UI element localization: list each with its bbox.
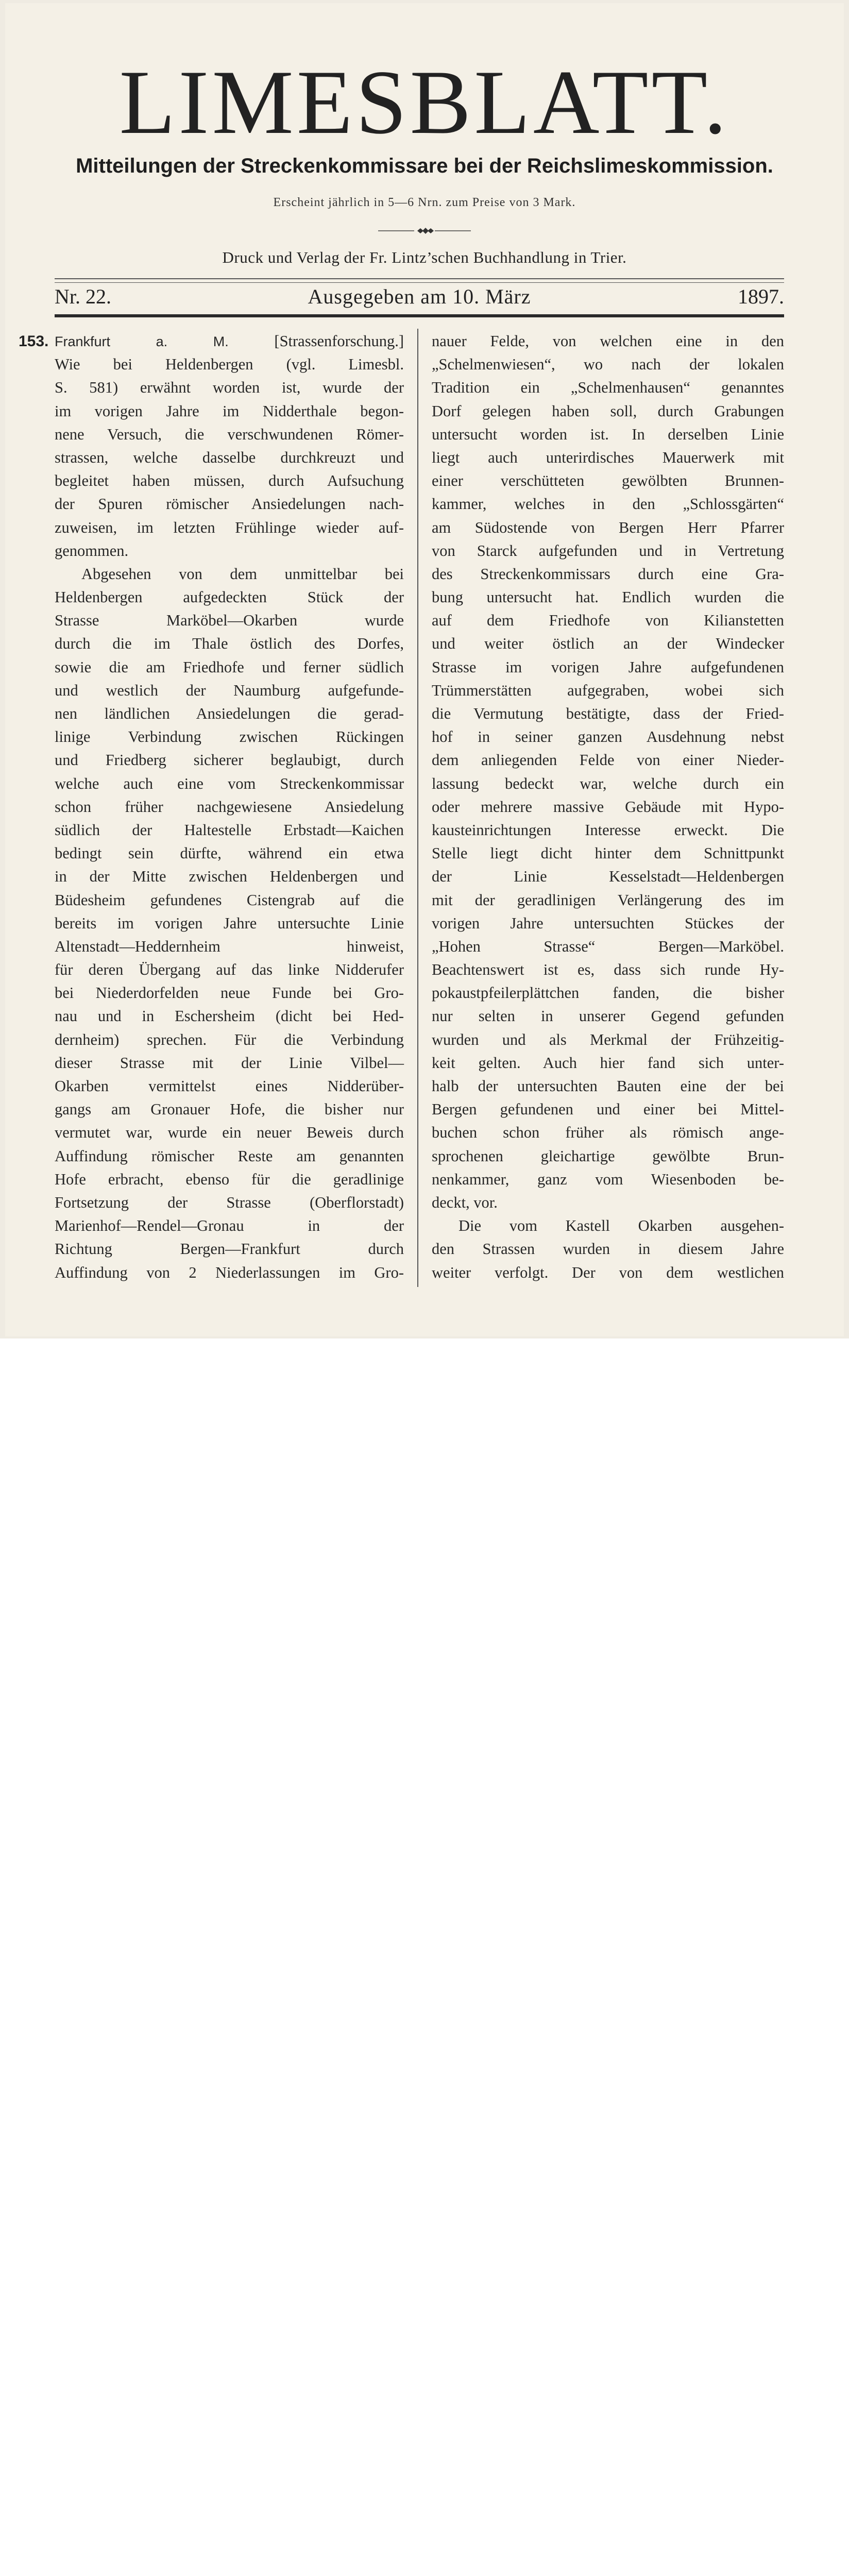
- text-line: buchen schon früher als römisch ange-: [432, 1124, 784, 1142]
- text-line: und Friedberg sicherer beglaubigt, durch: [55, 751, 404, 769]
- text-line: durch die im Thale östlich des Dorfes,: [55, 635, 404, 653]
- text-line: strassen, welche dasselbe durchkreuzt und: [55, 448, 404, 466]
- text-line: nene Versuch, die verschwundenen Römer-: [55, 425, 404, 443]
- text-line: Altenstadt—Heddernheim hinweist,: [55, 937, 404, 955]
- text-line: Tradition ein „Schelmenhausen“ genanntes: [432, 379, 784, 397]
- text-line: lassung bedeckt war, welche durch ein: [432, 774, 784, 792]
- text-line: Beachtenswert ist es, dass sich runde Hy-: [432, 961, 784, 979]
- text-line: Heldenbergen aufgedeckten Stück der: [55, 588, 404, 606]
- text-line: nur selten in unserer Gegend gefunden: [432, 1007, 784, 1025]
- text-line: südlich der Haltestelle Erbstadt—Kaichen: [55, 821, 404, 839]
- topic-label: [Strassenforschung.]: [274, 332, 404, 350]
- text-line: Abgesehen von dem unmittelbar bei: [81, 565, 404, 583]
- viewer-footer: [0, 1338, 849, 1401]
- text-line: oder mehrere massive Gebäude mit Hypo-: [432, 798, 784, 816]
- text-line: dieser Strasse mit der Linie Vilbel—: [55, 1054, 404, 1072]
- text-line: kammer, welches in den „Schlossgärten“: [432, 495, 784, 513]
- issue-year: 1897.: [738, 285, 784, 308]
- place-name: Frankfurt a. M.: [55, 334, 275, 349]
- issue-number: Nr. 22.: [55, 285, 111, 308]
- text-line: der Spuren römischer Ansiedelungen nach-: [55, 495, 404, 513]
- text-line: Bergen gefundenen und einer bei Mittel-: [432, 1100, 784, 1118]
- text-line: Büdesheim gefundenes Cistengrab auf die: [55, 891, 404, 909]
- text-line: Hofe erbracht, ebenso für die geradlinige: [55, 1170, 404, 1188]
- text-line: mit der geradlinigen Verlängerung des im: [432, 891, 784, 909]
- text-line: hof in seiner ganzen Ausdehnung nebst: [432, 728, 784, 746]
- text-line: für deren Übergang auf das linke Nidderufer: [55, 961, 404, 979]
- text-line: „Schelmenwiesen“, wo nach der lokalen: [432, 355, 784, 374]
- text-line: auf dem Friedhofe von Kilianstetten: [432, 612, 784, 630]
- text-line: untersucht worden ist. In derselben Linie: [432, 425, 784, 443]
- text-line: Okarben vermittelst eines Nidderüber-: [55, 1077, 404, 1095]
- text-line: vorigen Jahre untersuchten Stückes der: [432, 914, 784, 932]
- text-line: nau und in Eschersheim (dicht bei Hed-: [55, 1007, 404, 1025]
- column-divider: [417, 329, 418, 1287]
- text-line: den Strassen wurden in diesem Jahre: [432, 1240, 784, 1258]
- printer-line: Druck und Verlag der Fr. Lintz’schen Buchhandlung in Trier.: [222, 248, 627, 266]
- text-line: die Vermutung bestätigte, dass der Fried-: [432, 705, 784, 722]
- text-line: bung untersucht hat. Endlich wurden die: [432, 588, 784, 606]
- text-line: kausteinrichtungen Interesse erweckt. Die: [432, 821, 784, 839]
- text-line: Richtung Bergen—Frankfurt durch: [55, 1240, 404, 1258]
- header-rule: [55, 278, 784, 283]
- publication-note: Erscheint jährlich in 5—6 Nrn. zum Preise von 3 Mark.: [273, 196, 576, 209]
- text-line: sprochenen gleichartige gewölbte Brun-: [432, 1147, 784, 1165]
- text-line: S. 581) erwähnt worden ist, wurde der: [55, 379, 404, 397]
- entry-number: 153.: [19, 333, 49, 350]
- text-line: bei Niederdorfelden neue Funde bei Gro-: [55, 984, 404, 1002]
- text-line: und westlich der Naumburg aufgefunde-: [55, 681, 404, 699]
- text-column-left: [55, 330, 404, 1284]
- text-line: Die vom Kastell Okarben ausgehen-: [459, 1217, 784, 1235]
- text-line: dernheim) sprechen. Für die Verbindung: [55, 1030, 404, 1048]
- text-line: Auffindung von 2 Niederlassungen im Gro-: [55, 1263, 404, 1281]
- text-line: „Hohen Strasse“ Bergen—Marköbel.: [432, 937, 784, 955]
- text-line: nen ländlichen Ansiedelungen die gerad-: [55, 705, 404, 722]
- text-line: am Südostende von Bergen Herr Pfarrer: [432, 518, 784, 536]
- text-line: Wie bei Heldenbergen (vgl. Limesbl.: [55, 355, 404, 374]
- text-line: vermutet war, wurde ein neuer Beweis durch: [55, 1124, 404, 1142]
- text-line: zuweisen, im letzten Frühlinge wieder auf-: [55, 518, 404, 536]
- text-line: gangs am Gronauer Hofe, die bisher nur: [55, 1100, 404, 1118]
- text-line: wurden und als Merkmal der Frühzeitig-: [432, 1030, 784, 1048]
- text-line: Dorf gelegen haben soll, durch Grabungen: [432, 402, 784, 420]
- text-line: liegt auch unterirdisches Mauerwerk mit: [432, 448, 784, 466]
- text-line: nenkammer, ganz vom Wiesenboden be-: [432, 1170, 784, 1188]
- text-line: Auffindung römischer Reste am genannten: [55, 1147, 404, 1165]
- text-line: dem anliegenden Felde von einer Nieder-: [432, 751, 784, 769]
- text-line: der Linie Kesselstadt—Heldenbergen: [432, 868, 784, 886]
- text-line: pokaustpfeilerplättchen fanden, die bisher: [432, 984, 784, 1002]
- text-line: von Starck aufgefunden und in Vertretung: [432, 541, 784, 560]
- text-line: weiter verfolgt. Der von dem westlichen: [432, 1263, 784, 1281]
- text-line: linige Verbindung zwischen Rückingen: [55, 728, 404, 746]
- text-line: begleitet haben müssen, durch Aufsuchung: [55, 472, 404, 490]
- text-line: Stelle liegt dicht hinter dem Schnittpunkt: [432, 844, 784, 862]
- diamond-ornament-icon: [378, 227, 471, 235]
- text-line: sowie die am Friedhofe und ferner südlich: [55, 658, 404, 676]
- masthead-title: LIMESBLATT.: [119, 51, 730, 153]
- text-line: [55, 330, 404, 353]
- text-line: schon früher nachgewiesene Ansiedelung: [55, 798, 404, 816]
- text-line: Strasse im vorigen Jahre aufgefundenen: [432, 658, 784, 676]
- text-line: Trümmerstätten aufgegraben, wobei sich: [432, 681, 784, 699]
- text-column-right: [432, 330, 784, 1284]
- text-line: im vorigen Jahre im Nidderthale begon-: [55, 402, 404, 420]
- text-line: nauer Felde, von welchen eine in den: [432, 332, 784, 350]
- text-line: welche auch eine vom Streckenkommissar: [55, 774, 404, 792]
- text-line: genommen.: [55, 541, 129, 560]
- text-line: bereits im vorigen Jahre untersuchte Linie: [55, 914, 404, 932]
- issue-row: [55, 284, 784, 310]
- masthead-subtitle: Mitteilungen der Streckenkommissare bei der Reichslimeskommission.: [76, 155, 773, 177]
- text-line: Strasse Marköbel—Okarben wurde: [55, 612, 404, 630]
- text-line: Fortsetzung der Strasse (Oberflorstadt): [55, 1193, 404, 1211]
- text-line: bedingt sein dürfte, während ein etwa: [55, 844, 404, 862]
- issue-rule: [55, 314, 784, 317]
- text-line: und weiter östlich an der Windecker: [432, 635, 784, 653]
- text-line: keit gelten. Auch hier fand sich unter-: [432, 1054, 784, 1072]
- text-line: Marienhof—Rendel—Gronau in der: [55, 1217, 404, 1235]
- text-line: einer verschütteten gewölbten Brunnen-: [432, 472, 784, 490]
- text-line: des Streckenkommissars durch eine Gra-: [432, 565, 784, 583]
- text-line: halb der untersuchten Bauten eine der bei: [432, 1077, 784, 1095]
- issue-date: Ausgegeben am 10. März: [308, 285, 531, 308]
- text-line: deckt, vor.: [432, 1193, 498, 1211]
- text-line: in der Mitte zwischen Heldenbergen und: [55, 868, 404, 886]
